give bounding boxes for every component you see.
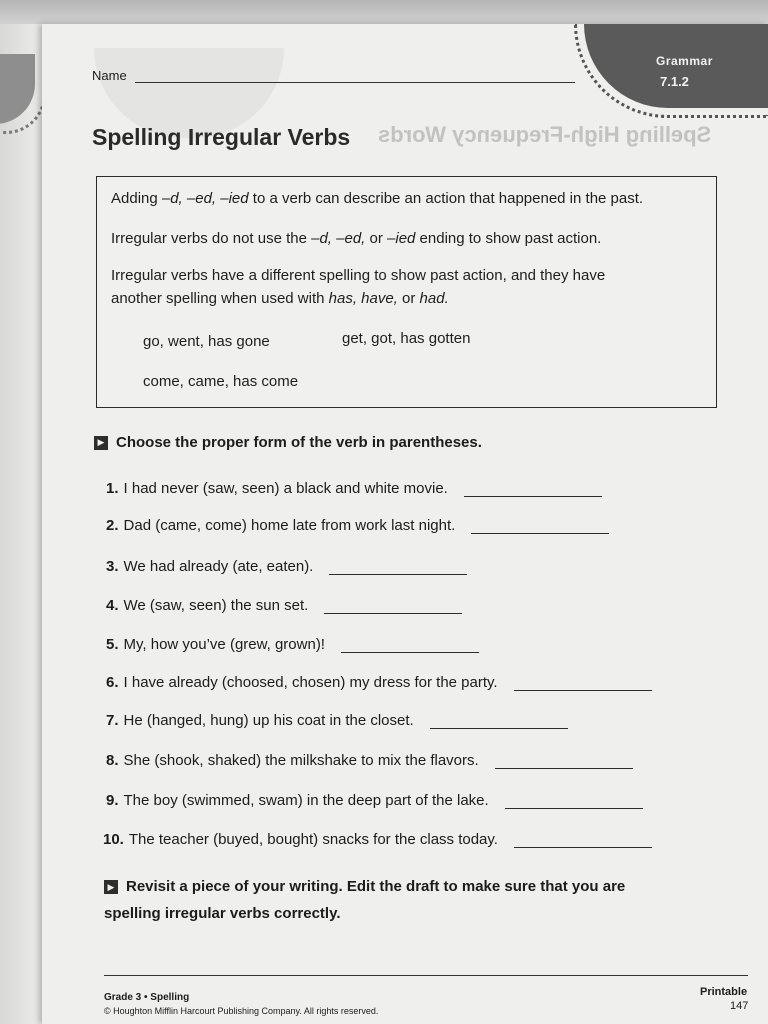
question-item — [106, 517, 609, 534]
revisit-line-2: spelling irregular verbs correctly. — [104, 905, 341, 922]
page-number: 147 — [730, 1000, 749, 1012]
rule-1-text: Adding — [111, 190, 162, 207]
question-text: The teacher (buyed, bought) snacks for the class today. — [128, 831, 498, 848]
rule-2-ending-ied: –ied — [387, 230, 416, 247]
arrow-icon: ▶ — [94, 436, 108, 450]
question-item — [106, 636, 479, 653]
example-go: go, went, has gone — [143, 333, 270, 350]
rule-2-text: Irregular verbs do not use the — [111, 230, 312, 247]
previous-page-dots — [2, 54, 46, 134]
directions-text: Choose the proper form of the verb in parentheses. — [116, 434, 482, 451]
answer-blank[interactable] — [329, 565, 467, 575]
question-item — [106, 712, 568, 729]
footer-copyright: © Houghton Mifflin Harcourt Publishing Company. All rights reserved. — [104, 1006, 379, 1016]
rule-1-endings: –d, –ed, –ied — [161, 190, 249, 207]
page-title: Spelling Irregular Verbs — [92, 124, 351, 150]
rule-2 — [111, 227, 601, 250]
answer-blank[interactable] — [341, 643, 479, 653]
footer-grade: Grade 3 • Spelling — [104, 992, 190, 1003]
example-come: come, came, has come — [143, 373, 299, 390]
answer-blank[interactable] — [471, 524, 609, 534]
question-text: My, how you’ve (grew, grown)! — [123, 636, 325, 653]
question-number: 6. — [106, 674, 119, 691]
rule-2-or: or — [365, 230, 388, 247]
question-text: The boy (swimmed, swam) in the deep part of the lake. — [123, 792, 489, 809]
question-text: I have already (choosed, chosen) my dress for the party. — [123, 674, 498, 691]
revisit-line-1: Revisit a piece of your writing. Edit the draft to make sure that you are — [126, 878, 626, 895]
question-number: 5. — [106, 636, 119, 653]
question-item — [103, 831, 652, 848]
question-item — [106, 752, 633, 769]
footer-rule — [104, 975, 748, 976]
name-label: Name — [92, 68, 127, 83]
question-text: He (hanged, hung) up his coat in the closet. — [123, 712, 414, 729]
rule-3-helper-had: had. — [419, 290, 449, 307]
question-number: 2. — [106, 517, 119, 534]
answer-blank[interactable] — [430, 719, 568, 729]
rule-1 — [111, 187, 643, 210]
question-number: 4. — [106, 597, 119, 614]
directions — [94, 434, 482, 451]
rule-3-text: another spelling when used with — [111, 290, 329, 307]
question-text: We (saw, seen) the sun set. — [123, 597, 309, 614]
previous-page-strip — [0, 24, 42, 1024]
question-text: Dad (came, come) home late from work last night. — [123, 517, 456, 534]
rule-2-endings: –d, –ed, — [311, 230, 366, 247]
revisit-directions — [104, 873, 625, 927]
question-item — [106, 480, 602, 497]
rule-3-line-1: Irregular verbs have a different spelling to show past action, and they have — [111, 267, 606, 284]
name-line[interactable] — [135, 71, 575, 83]
badge-label: Grammar — [656, 54, 713, 68]
question-item — [106, 792, 643, 809]
rule-box — [96, 176, 717, 408]
badge-number: 7.1.2 — [660, 74, 689, 89]
question-text: I had never (saw, seen) a black and white movie. — [123, 480, 448, 497]
question-text: She (shook, shaked) the milkshake to mix the flavors. — [123, 752, 479, 769]
bleed-through-text: Spelling High-Frequency Words — [378, 122, 712, 147]
question-number: 1. — [106, 480, 119, 497]
question-text: We had already (ate, eaten). — [123, 558, 314, 575]
question-number: 8. — [106, 752, 119, 769]
rule-3-helpers: has, have, — [328, 290, 398, 307]
question-number: 7. — [106, 712, 119, 729]
arrow-icon: ▶ — [104, 880, 118, 894]
question-item — [106, 558, 467, 575]
answer-blank[interactable] — [324, 604, 462, 614]
answer-blank[interactable] — [514, 838, 652, 848]
question-item — [106, 674, 652, 691]
rule-1-text-end: to a verb can describe an action that happened in the past. — [248, 190, 644, 207]
question-item — [106, 597, 462, 614]
rule-3 — [111, 264, 605, 310]
question-number: 9. — [106, 792, 119, 809]
rule-2-text-end: ending to show past action. — [415, 230, 602, 247]
example-get: get, got, has gotten — [342, 330, 471, 347]
answer-blank[interactable] — [514, 681, 652, 691]
name-field[interactable] — [92, 68, 575, 83]
answer-blank[interactable] — [505, 799, 643, 809]
question-number: 3. — [106, 558, 119, 575]
answer-blank[interactable] — [495, 759, 633, 769]
question-number: 10. — [103, 831, 124, 848]
footer-printable: Printable — [700, 986, 748, 998]
rule-3-or: or — [397, 290, 420, 307]
answer-blank[interactable] — [464, 487, 602, 497]
